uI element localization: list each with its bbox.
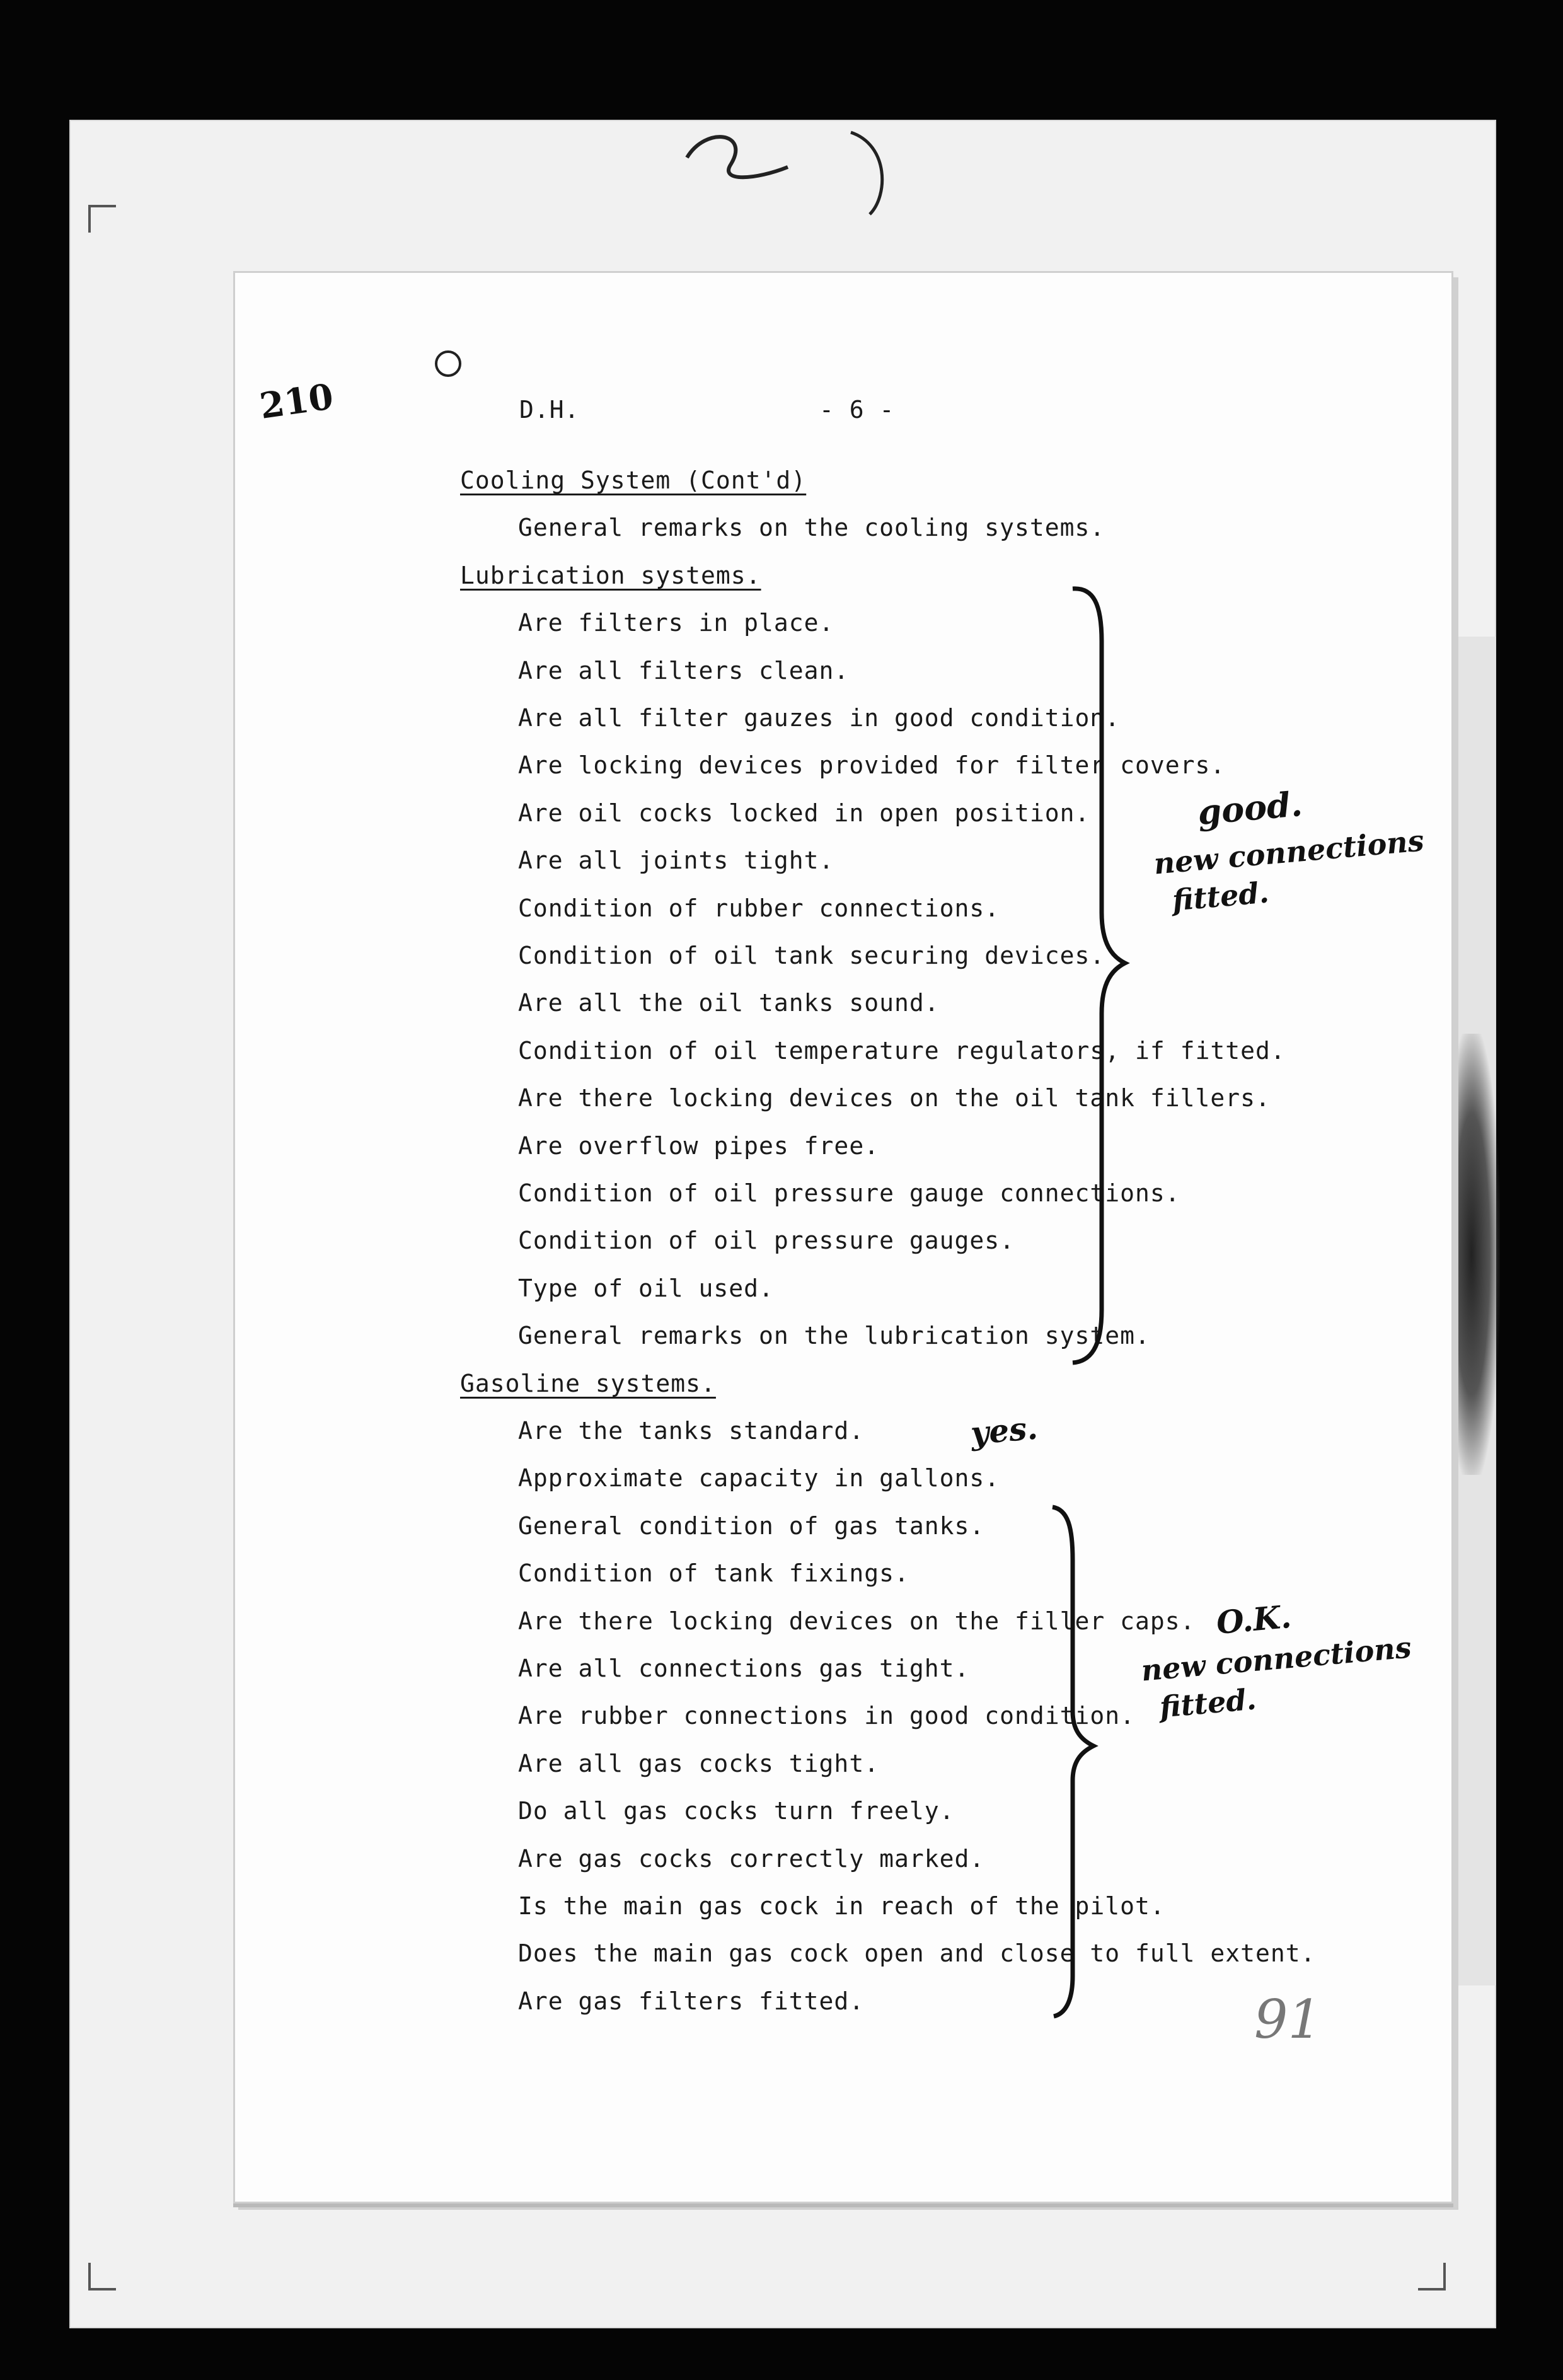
checklist-item: Condition of oil pressure gauges. bbox=[518, 1227, 1015, 1255]
crop-mark-top-left bbox=[88, 205, 116, 233]
checklist-item: Are filters in place. bbox=[518, 609, 834, 637]
gasoline-note-connections: new connections bbox=[1139, 1630, 1413, 1688]
lubrication-note-connections: new connections bbox=[1152, 823, 1426, 881]
gasoline-note-fitted: fitted. bbox=[1158, 1682, 1258, 1724]
checklist-item: Approximate capacity in gallons. bbox=[518, 1464, 1000, 1493]
checklist-item: Are there locking devices on the filler caps. bbox=[518, 1607, 1196, 1635]
checklist-item: Are all joints tight. bbox=[518, 846, 834, 875]
checklist-item: Condition of oil tank securing devices. bbox=[518, 942, 1105, 969]
checklist-item: Are overflow pipes free. bbox=[518, 1131, 880, 1160]
checklist-item: General remarks on the lubrication system. bbox=[518, 1322, 1150, 1350]
checklist-item: Are all the oil tanks sound. bbox=[518, 989, 940, 1017]
checklist-item: Type of oil used. bbox=[518, 1274, 774, 1302]
section-heading: Lubrication systems. bbox=[460, 561, 761, 589]
checklist-item: Are oil cocks locked in open position. bbox=[518, 799, 1090, 827]
lubrication-bracket bbox=[1065, 585, 1141, 1366]
checklist-item: General condition of gas tanks. bbox=[518, 1511, 985, 1540]
lubrication-note-good: good. bbox=[1196, 783, 1304, 833]
folio-number: 210 bbox=[257, 376, 336, 427]
checklist-item: Are all connections gas tight. bbox=[518, 1655, 970, 1682]
checklist-item: Are all gas cocks tight. bbox=[518, 1749, 880, 1777]
checklist-item: Are gas filters fitted. bbox=[518, 1987, 865, 2015]
punch-hole bbox=[435, 350, 461, 377]
lubrication-note-fitted: fitted. bbox=[1170, 875, 1271, 918]
checklist-item: Condition of tank fixings. bbox=[518, 1559, 909, 1588]
page-number: - 6 - bbox=[819, 396, 895, 424]
checklist-item: Condition of oil pressure gauge connections. bbox=[518, 1179, 1180, 1207]
checklist-item: Condition of rubber connections. bbox=[518, 894, 1000, 922]
checklist-item: Are rubber connections in good condition. bbox=[518, 1702, 1135, 1730]
checklist-item: Are the tanks standard. bbox=[518, 1417, 865, 1445]
checklist-item: Are all filters clean. bbox=[518, 656, 850, 685]
checklist-item: Are all filter gauzes in good condition. bbox=[518, 704, 1121, 732]
checklist-item: Is the main gas cock in reach of the pilot. bbox=[518, 1892, 1165, 1920]
checklist-item: Are there locking devices on the oil tank fillers. bbox=[518, 1084, 1271, 1112]
checklist-item: Are gas cocks correctly marked. bbox=[518, 1844, 985, 1873]
pencil-scribble bbox=[681, 120, 920, 227]
checklist-item: Condition of oil temperature regulators, if fitted. bbox=[518, 1036, 1286, 1065]
section-heading: Cooling System (Cont'd) bbox=[460, 466, 807, 494]
checklist-item: General remarks on the cooling systems. bbox=[518, 514, 1105, 542]
checklist-item: Does the main gas cock open and close to full extent. bbox=[518, 1939, 1316, 1968]
gas-tanks-note: yes. bbox=[969, 1409, 1039, 1452]
gasoline-note-ok: O.K. bbox=[1214, 1597, 1293, 1642]
crop-mark-bottom-left bbox=[88, 2263, 116, 2290]
handwritten-page-number: 91 bbox=[1254, 1989, 1322, 2050]
gasoline-bracket bbox=[1040, 1503, 1116, 2020]
section-heading: Gasoline systems. bbox=[460, 1369, 716, 1397]
crop-mark-bottom-right bbox=[1418, 2263, 1446, 2290]
checklist-item: Do all gas cocks turn freely. bbox=[518, 1797, 955, 1825]
section-code: D.H. bbox=[519, 396, 580, 424]
checklist-item: Are locking devices provided for filter covers. bbox=[518, 751, 1226, 780]
